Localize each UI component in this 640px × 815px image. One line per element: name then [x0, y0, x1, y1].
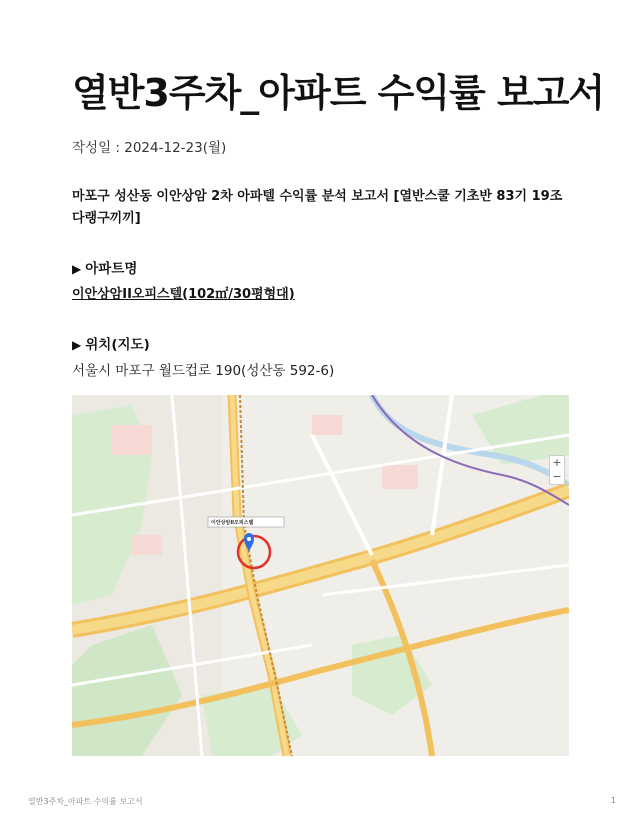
triangle-icon: ▶	[72, 262, 82, 276]
address: 서울시 마포구 월드컵로 190(성산동 592-6)	[72, 363, 335, 379]
page-title: 열반3주차_아파트 수익률 보고서	[72, 71, 605, 115]
map-marker-label: 이안상암II오피스텔	[211, 520, 254, 526]
written-date: 작성일 : 2024-12-23(월)	[72, 140, 227, 156]
map-zoom-control[interactable]	[549, 455, 565, 485]
map-canvas	[72, 395, 569, 756]
triangle-icon: ▶	[72, 338, 82, 352]
apartment-name: 이안상암II오피스텔(102㎡/30평형대)	[72, 287, 295, 302]
section-apartment-heading: ▶ 아파트명	[72, 261, 138, 277]
section-location-heading: ▶ 위치(지도)	[72, 337, 150, 353]
zoom-out-button[interactable]: −	[552, 470, 562, 483]
location-map[interactable]	[72, 395, 569, 756]
report-subtitle: 마포구 성산동 이안상암 2차 아파텔 수익률 분석 보고서 [열반스쿨 기초반 83기 19조 다랭구끼끼]	[72, 189, 563, 226]
footer-doc-name: 열반3주차_아파트 수익률 보고서	[28, 797, 143, 806]
zoom-in-button[interactable]: +	[552, 456, 562, 469]
footer-page-number: 1	[610, 796, 616, 805]
